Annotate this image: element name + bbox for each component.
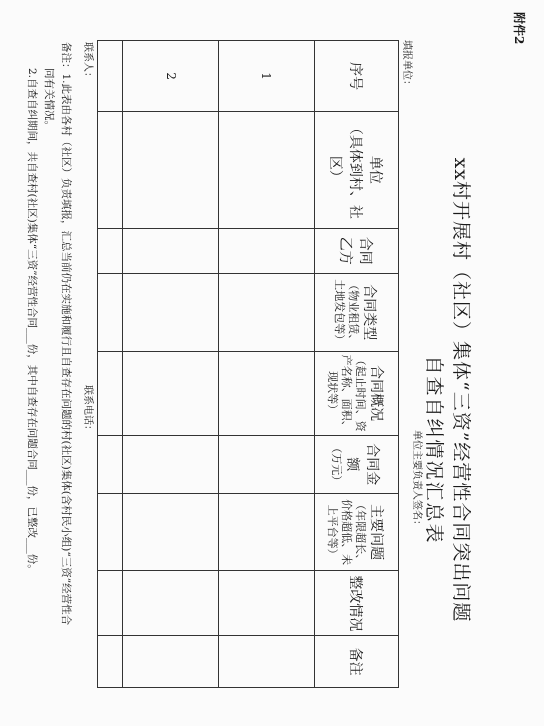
- note-line-2: 同有关情况。: [43, 68, 56, 131]
- table-cell[interactable]: [98, 435, 123, 493]
- header-contract-overview: 合同概况 （起止时间、资产名称、面积、现状等）: [314, 351, 398, 435]
- table-cell[interactable]: [123, 112, 219, 228]
- table-cell[interactable]: [123, 228, 219, 273]
- table-cell[interactable]: [218, 493, 314, 571]
- contact-person-label: 联系人：: [82, 42, 93, 82]
- table-cell[interactable]: [218, 273, 314, 351]
- table-cell[interactable]: [98, 636, 123, 688]
- leader-signature-label: 单位主要负责人签名：: [411, 430, 422, 530]
- table-cell[interactable]: [98, 351, 123, 435]
- table-cell[interactable]: [98, 571, 123, 636]
- summary-table: [97, 40, 399, 688]
- header-contract-amount: 合同金额 （万元）: [314, 435, 398, 493]
- row-seq: [98, 41, 123, 112]
- footnotes: [24, 42, 74, 692]
- header-contract-type: 合同类型 （物业租赁、土地发包等）: [314, 273, 398, 351]
- table-cell[interactable]: [123, 435, 219, 493]
- attachment-label: 附件2: [512, 12, 526, 45]
- header-unit: 单位 （具体到村、社区）: [314, 112, 398, 228]
- table-row: [98, 41, 123, 688]
- table-cell[interactable]: [123, 493, 219, 571]
- table-cell[interactable]: [218, 351, 314, 435]
- page-title: xx村开展村（社区）集体“三资”经营性合同突出问题: [450, 157, 472, 623]
- table-cell[interactable]: [98, 112, 123, 228]
- table-cell[interactable]: [123, 273, 219, 351]
- header-party-b: 合同 乙方: [314, 228, 398, 273]
- table-cell[interactable]: [123, 636, 219, 688]
- reporting-unit-label: 填报单位：: [401, 40, 412, 90]
- table-cell[interactable]: [123, 351, 219, 435]
- table-row: [218, 41, 314, 688]
- table-cell[interactable]: [218, 435, 314, 493]
- table-cell[interactable]: [98, 493, 123, 571]
- page-subtitle: 自查自纠情况汇总表: [423, 355, 445, 545]
- note-line-3: 2.自查自纠期间，共自查村(社区)集体“三资”经营性合同___份，其中自查存在问题合同___份，已整改___份。: [26, 68, 39, 575]
- header-main-problem: 主要问题 （年限超长、价格超低、未上平台等）: [314, 493, 398, 571]
- table-row: [123, 41, 219, 688]
- contact-phone-label: 联系电话：: [82, 385, 93, 435]
- table-cell[interactable]: [218, 636, 314, 688]
- header-remark: 备注: [314, 636, 398, 688]
- note-line-1: 备注：1.此表由各村（社区）负责填报，汇总当前仍在实施和履行且自查存在问题的村(社区)集体(含村民小组)“三资”经营性合: [60, 42, 72, 626]
- table-cell[interactable]: [218, 571, 314, 636]
- table-cell[interactable]: [218, 228, 314, 273]
- row-seq: 1: [218, 41, 314, 112]
- row-seq: 2: [123, 41, 219, 112]
- table-cell[interactable]: [123, 571, 219, 636]
- table-cell[interactable]: [98, 228, 123, 273]
- header-rectification: 整改情况: [314, 571, 398, 636]
- table-header-row: [314, 41, 398, 688]
- table-cell[interactable]: [218, 112, 314, 228]
- table-cell[interactable]: [98, 273, 123, 351]
- header-seq: 序号: [314, 41, 398, 112]
